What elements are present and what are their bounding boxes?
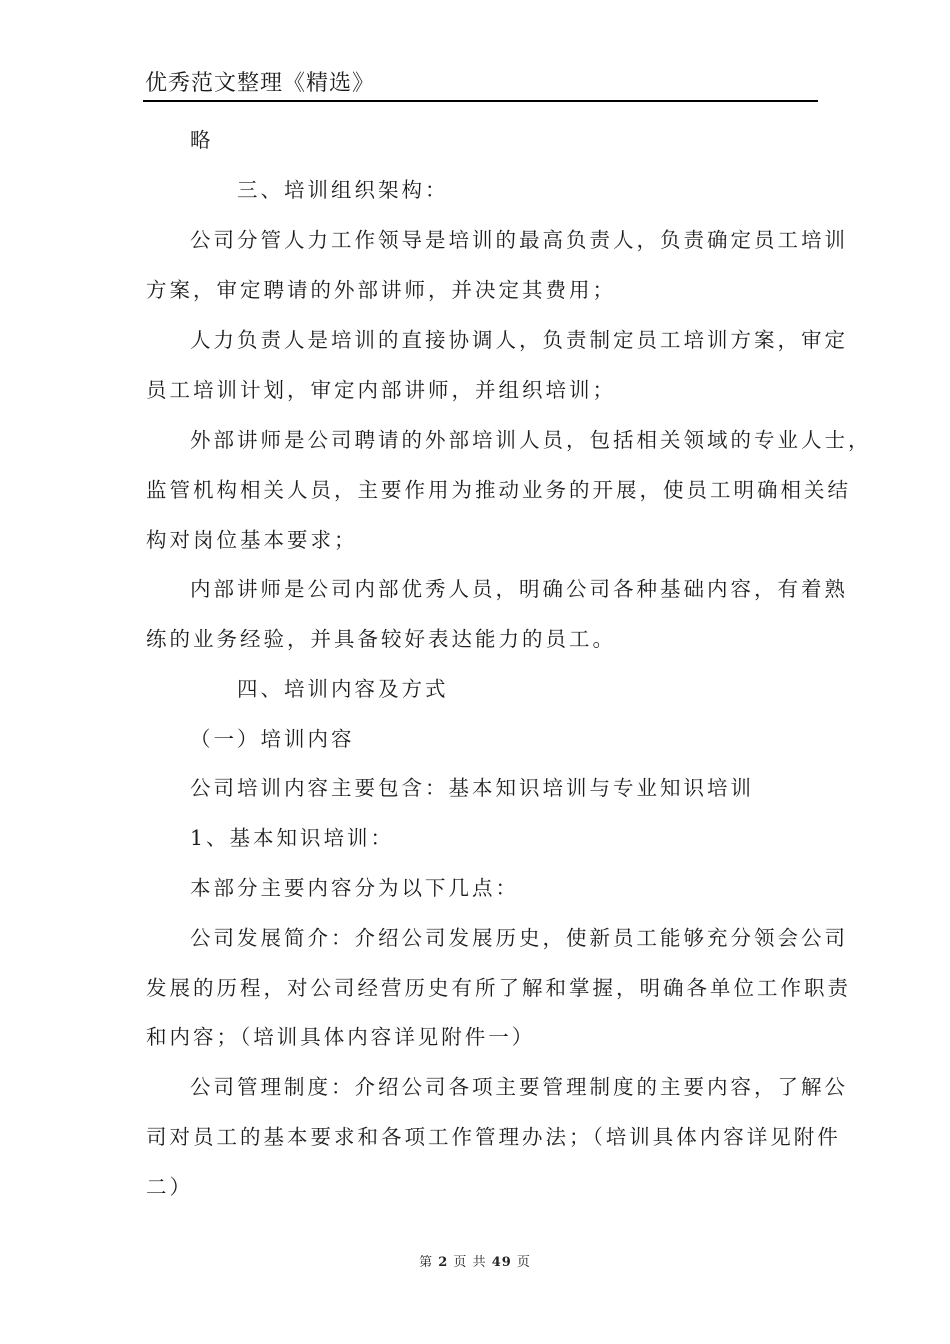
page-header-title: 优秀范文整理《精选》 bbox=[145, 71, 376, 96]
body-line: 公司分管人力工作领导是培训的最高负责人，负责确定员工培训 bbox=[190, 228, 848, 252]
body-line: 司对员工的基本要求和各项工作管理办法；（培训具体内容详见附件 bbox=[146, 1125, 841, 1149]
section-heading: 四、培训内容及方式 bbox=[237, 677, 449, 701]
body-line: 构对岗位基本要求； bbox=[146, 528, 358, 552]
body-line: 练的业务经验，并具备较好表达能力的员工。 bbox=[146, 627, 616, 651]
body-line: 公司培训内容主要包含：基本知识培训与专业知识培训 bbox=[190, 776, 754, 800]
body-line: 外部讲师是公司聘请的外部培训人员，包括相关领域的专业人士， bbox=[190, 428, 872, 452]
body-line: 公司发展简介：介绍公司发展历史，使新员工能够充分领会公司 bbox=[190, 926, 848, 950]
body-line: 监管机构相关人员，主要作用为推动业务的开展，使员工明确相关结 bbox=[146, 478, 851, 502]
header-divider bbox=[143, 100, 818, 102]
body-line: 本部分主要内容分为以下几点： bbox=[190, 876, 519, 900]
footer-suffix: 页 bbox=[516, 1255, 531, 1270]
footer-middle: 页 共 bbox=[453, 1255, 487, 1270]
body-line: 发展的历程，对公司经营历史有所了解和掌握，明确各单位工作职责 bbox=[146, 976, 851, 1000]
body-line: 人力负责人是培训的直接协调人，负责制定员工培训方案，审定 bbox=[190, 328, 848, 352]
body-line: 方案，审定聘请的外部讲师，并决定其费用； bbox=[146, 278, 616, 302]
body-line: 员工培训计划，审定内部讲师，并组织培训； bbox=[146, 378, 616, 402]
body-line: 略 bbox=[190, 128, 214, 152]
body-line: 内部讲师是公司内部优秀人员，明确公司各种基础内容，有着熟 bbox=[190, 577, 848, 601]
body-line: 公司管理制度：介绍公司各项主要管理制度的主要内容，了解公 bbox=[190, 1075, 848, 1099]
footer-prefix: 第 bbox=[419, 1255, 434, 1270]
subsection-heading: （一）培训内容 bbox=[190, 727, 355, 751]
page-footer bbox=[0, 1251, 950, 1270]
body-line: 1、基本知识培训： bbox=[190, 826, 395, 850]
body-line: 二） bbox=[146, 1175, 193, 1199]
section-heading: 三、培训组织架构： bbox=[237, 178, 449, 202]
body-line: 和内容；（培训具体内容详见附件一） bbox=[146, 1025, 536, 1049]
footer-total-pages: 49 bbox=[491, 1255, 512, 1270]
footer-page-number: 2 bbox=[438, 1255, 449, 1270]
